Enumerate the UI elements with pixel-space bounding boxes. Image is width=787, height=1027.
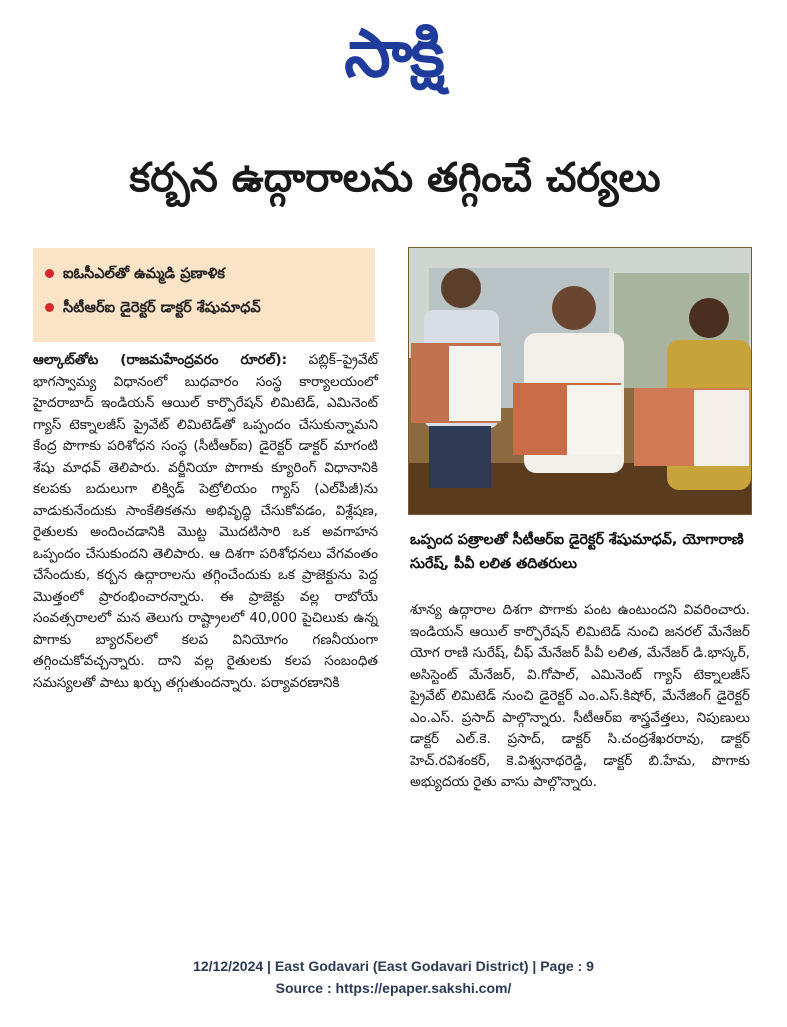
news-photo bbox=[408, 247, 752, 515]
article-column-right bbox=[410, 600, 750, 794]
highlights-box bbox=[33, 248, 375, 342]
highlight-item bbox=[45, 266, 225, 286]
highlight-item bbox=[45, 300, 261, 320]
article-body-right: శూన్య ఉద్గారాల దిశగా పొగాకు పంట ఉంటుందని వివరించారు. ఇండియన్‌ ఆయిల్‌ కార్పొరేషన్‌ లిమిటెడ్‌ నుంచి జనరల్‌ మేనేజర్‌ యోగ రాణి సురేష్‌, చీఫ్‌ మేనేజర్‌ పీవీ లలిత, మేనేజర్‌ డి.భాస్కర్‌, అసిస్టెంట్‌ మేనేజర్‌, వి.గోపాల్‌, ఎమినెంట్‌ గ్యాస్‌ టెక్నాలజీస్‌ ప్రైవేట్‌ లిమిటెడ్‌ నుంచి డైరెక్టర్‌ ఎం.ఎస్‌.కిషోర్‌, మేనేజింగ్‌ డైరెక్టర్‌ ఎం.ఎస్‌. ప్రసాద్‌ పాల్గొన్నారు. సీటీఆర్‌ఐ శాస్త్రవేత్తలు, నిపుణులు డాక్టర్‌ ఎల్‌.కె. ప్రసాద్‌, డాక్టర్‌ సి.చంద్రశేఖరరావు, డాక్టర్‌ హెచ్‌.రవిశంకర్‌, కె.విశ్వనాథరెడ్డి, డాక్టర్‌ బి.హేమ, పొగాకు అభ్యుదయ రైతు వాసు పాల్గొన్నారు. bbox=[410, 602, 750, 790]
masthead-logo: సాక్షి bbox=[344, 15, 443, 92]
dateline: ఆల్కాట్‌తోట (రాజమహేంద్రవరం రూరల్‌): bbox=[33, 352, 288, 368]
article-body-left: పబ్లిక్‌–ప్రైవేట్‌ భాగస్వామ్య విధానంలో బుధవారం సంస్థ కార్యాలయంలో హైదరాబాద్‌ ఇండియన్‌ ఆయిల్‌ కార్పొరేషన్‌ లిమిటెడ్‌, ఎమినెంట్‌ గ్యాస్‌ టెక్నాలజీస్‌ ప్రైవేట్‌ లిమిటెడ్‌తో ఒప్పందం చేసుకున్నామని కేంద్ర పొగాకు పరిశోధన సంస్థ (సీటీఆర్‌ఐ) డైరెక్టర్‌ డాక్టర్‌ మాగంటి శేషు మాధవ్‌ తెలిపారు. వర్జీనియా పొగాకు క్యూరింగ్‌ విధానానికి కలపకు బదులుగా లిక్విడ్‌ పెట్రోలియం గ్యాస్‌ (ఎల్‌పీజీ)ను వాడుకునేందుకు సాంకేతికతను అభివృద్ధి చేసుకోవడం, విశ్లేషణ, రైతులకు అందించడానికి మొట్ట మొదటిసారి ఒక అవగాహన ఒప్పందం చేసుకుందని తెలిపారు. ఆ దిశగా పరిశోధనలు వేగవంతం చేసేందుకు, కర్బన ఉద్గారాలను తగ్గించేందుకు ఒక ప్రాజెక్టును పెద్ద మొత్తంలో ప్రారంభించారన్నారు. ఈ ప్రాజెక్టు వల్ల రాబోయే సంవత్సరాలలో మన తెలుగు రాష్ట్రాలలో 40,000 పైచిలుకు ఉన్న పొగాకు బ్యారన్‌లలో కలప వినియోగం గణనీయంగా తగ్గించుకోవచ్చన్నారు. దాని వల్ల రైతులకు కలప సంబంధిత సమస్యలతో పాటు ఖర్చు తగ్గుతుందన్నారు. పర్యావరణానికి bbox=[33, 352, 378, 691]
highlight-text: ఐఓసీఎల్‌తో ఉమ్మడి ప్రణాళిక bbox=[63, 266, 225, 282]
article-column-left bbox=[33, 350, 378, 694]
footer-edition-line: 12/12/2024 | East Godavari (East Godavari District) | Page : 9 bbox=[193, 958, 594, 974]
bullet-dot-icon bbox=[45, 303, 54, 312]
photo-caption: ఒప్పంద పత్రాలతో సీటీఆర్‌ఐ డైరెక్టర్‌ శేషుమాధవ్‌, యోగారాణి సురేష్‌, పీవీ లలిత తదితరులు bbox=[410, 532, 744, 572]
highlight-text: సీటీఆర్‌ఐ డైరెక్టర్‌ డాక్టర్‌ శేషుమాధవ్‌ bbox=[63, 300, 261, 316]
headline: కర్బన ఉద్గారాలను తగ్గించే చర్యలు bbox=[129, 155, 661, 201]
bullet-dot-icon bbox=[45, 269, 54, 278]
footer-source-line: Source : https://epaper.sakshi.com/ bbox=[275, 980, 512, 996]
